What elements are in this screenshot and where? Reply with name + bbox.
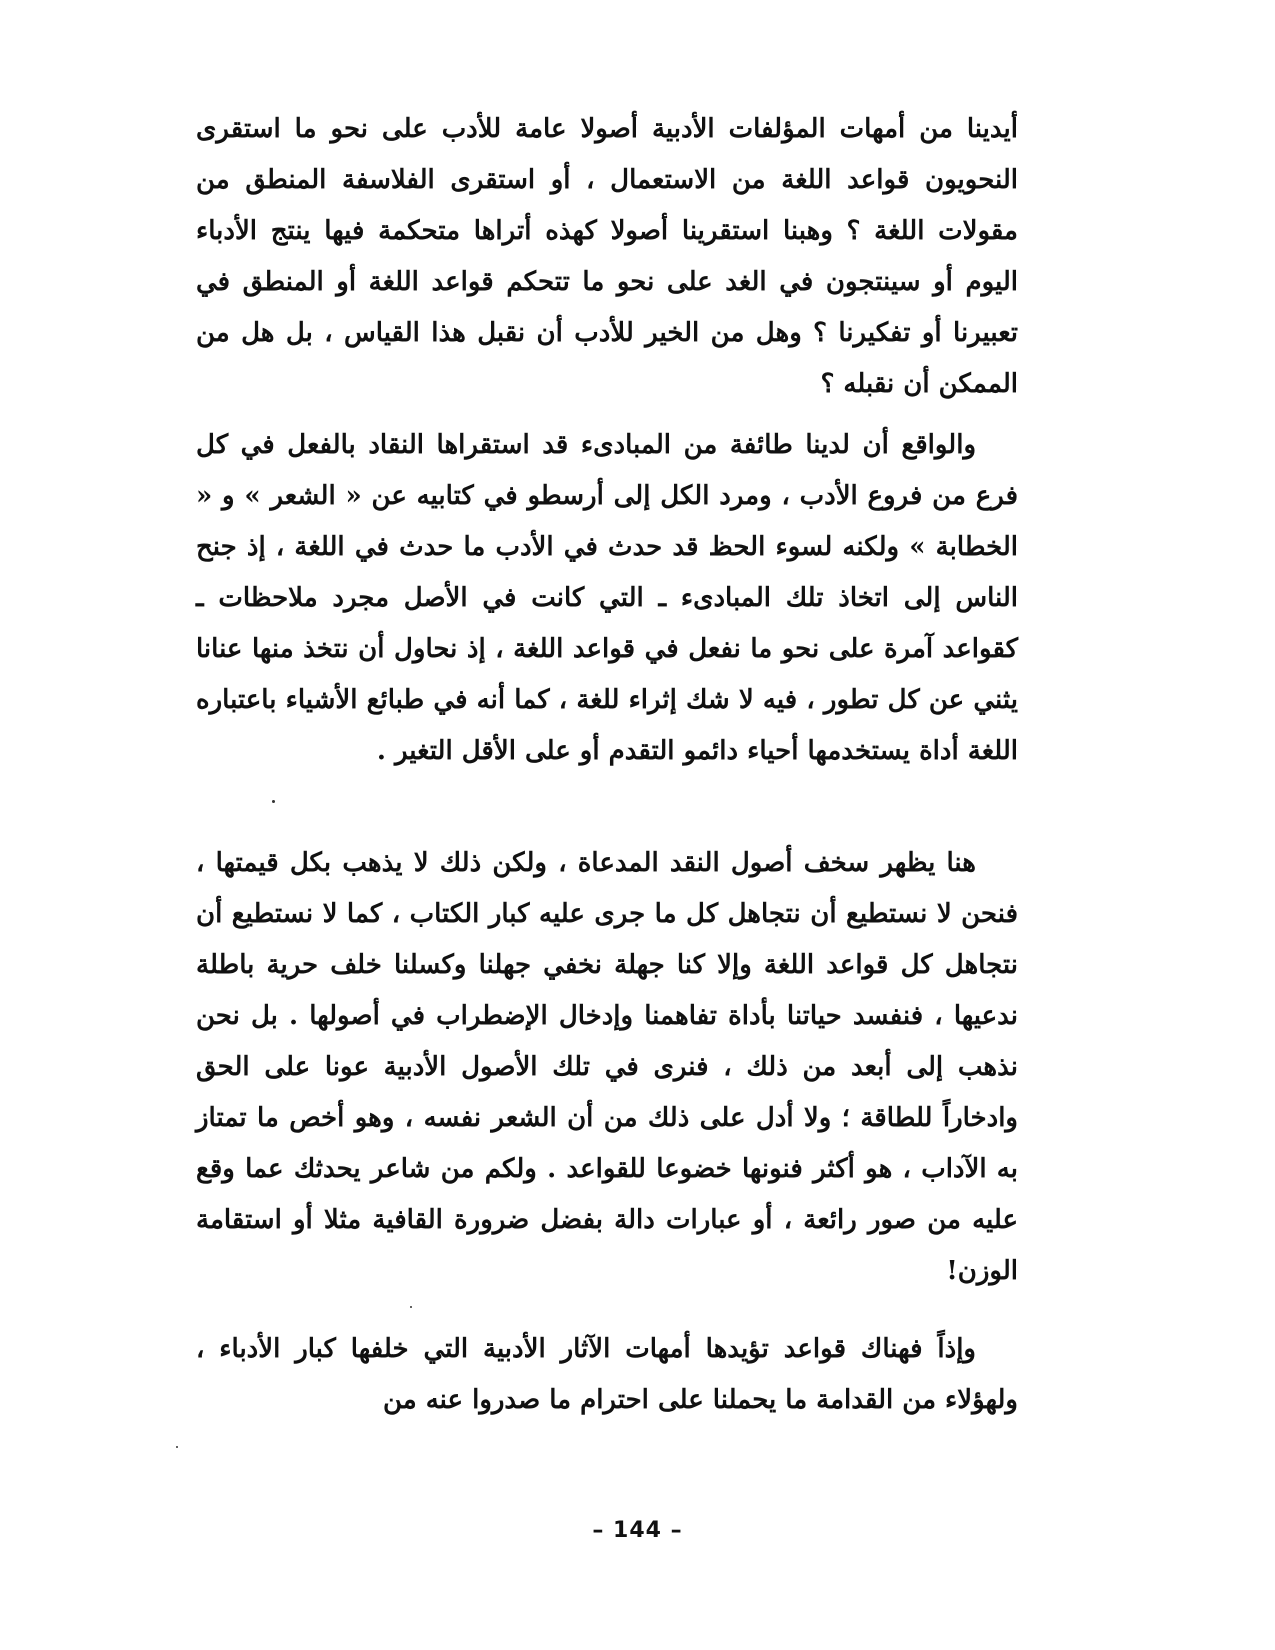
scan-speck [176,1446,178,1448]
paragraph-3-text: هنا يظهر سخف أصول النقد المدعاة ، ولكن ذلك لا يذهب بكل قيمتها ، فنحن لا نستطيع أن نتجاهل كل ما جرى عليه كبار الكتاب ، كما لا نستطيع أن نتجاهل كل قواعد اللغة وإلا كنا جهلة نخفي جهلنا وكسلنا خلف حرية باطلة ندعيها ، فنفسد حياتنا بأداة تفاهمنا وإدخال الإضطراب في أصولها . بل نحن نذهب إلى أبعد من ذلك ، فنرى في تلك الأصول الأدبية عونا على الحق وادخاراً للطاقة ؛ ولا أدل على ذلك من أن الشعر نفسه ، وهو أخص ما تمتاز به الآداب ، هو أكثر فنونها خضوعا للقواعد . ولكم من شاعر يحدثك عما وقع عليه من صور رائعة ، أو عبارات دالة بفضل ضرورة القافية مثلا أو استقامة الوزن! [196,848,1018,1286]
paragraph-1-text: أيدينا من أمهات المؤلفات الأدبية أصولا عامة للأدب على نحو ما استقرى النحويون قواعد اللغة من الاستعمال ، أو استقرى الفلاسفة المنطق من مقولات اللغة ؟ وهبنا استقرينا أصولا كهذه أتراها متحكمة فيها ينتج الأدباء اليوم أو سينتجون في الغد على نحو ما تتحكم قواعد اللغة أو المنطق في تعبيرنا أو تفكيرنا ؟ وهل من الخير للأدب أن نقبل هذا القياس ، بل هل من الممكن أن نقبله ؟ [196,114,1019,399]
paragraph-4 [196,1324,1018,1426]
paragraph-3 [196,838,1018,1297]
paragraph-2 [196,420,1018,777]
scan-speck [272,800,275,803]
paragraph-4-text: وإذاً فهناك قواعد تؤيدها أمهات الآثار الأدبية التي خلفها كبار الأدباء ، ولهؤلاء من القدامة ما يحملنا على احترام ما صدروا عنه من [196,1334,1018,1415]
paragraph-2-text: والواقع أن لدينا طائفة من المبادىء قد استقراها النقاد بالفعل في كل فرع من فروع الأدب ، ومرد الكل إلى أرسطو في كتابيه عن « الشعر » و « الخطابة » ولكنه لسوء الحظ قد حدث في الأدب ما حدث في اللغة ، إذ جنح الناس إلى اتخاذ تلك المبادىء ـ التي كانت في الأصل مجرد ملاحظات ـ كقواعد آمرة على نحو ما نفعل في قواعد اللغة ، إذ نحاول أن نتخذ منها عنانا يثني عن كل تطور ، فيه لا شك إثراء للغة ، كما أنه في طبائع الأشياء باعتباره اللغة أداة يستخدمها أحياء دائمو التقدم أو على الأقل التغير . [196,430,1018,766]
page-number: – 144 – [592,1518,683,1543]
scan-speck [410,1306,412,1308]
paragraph-1 [196,104,1018,410]
